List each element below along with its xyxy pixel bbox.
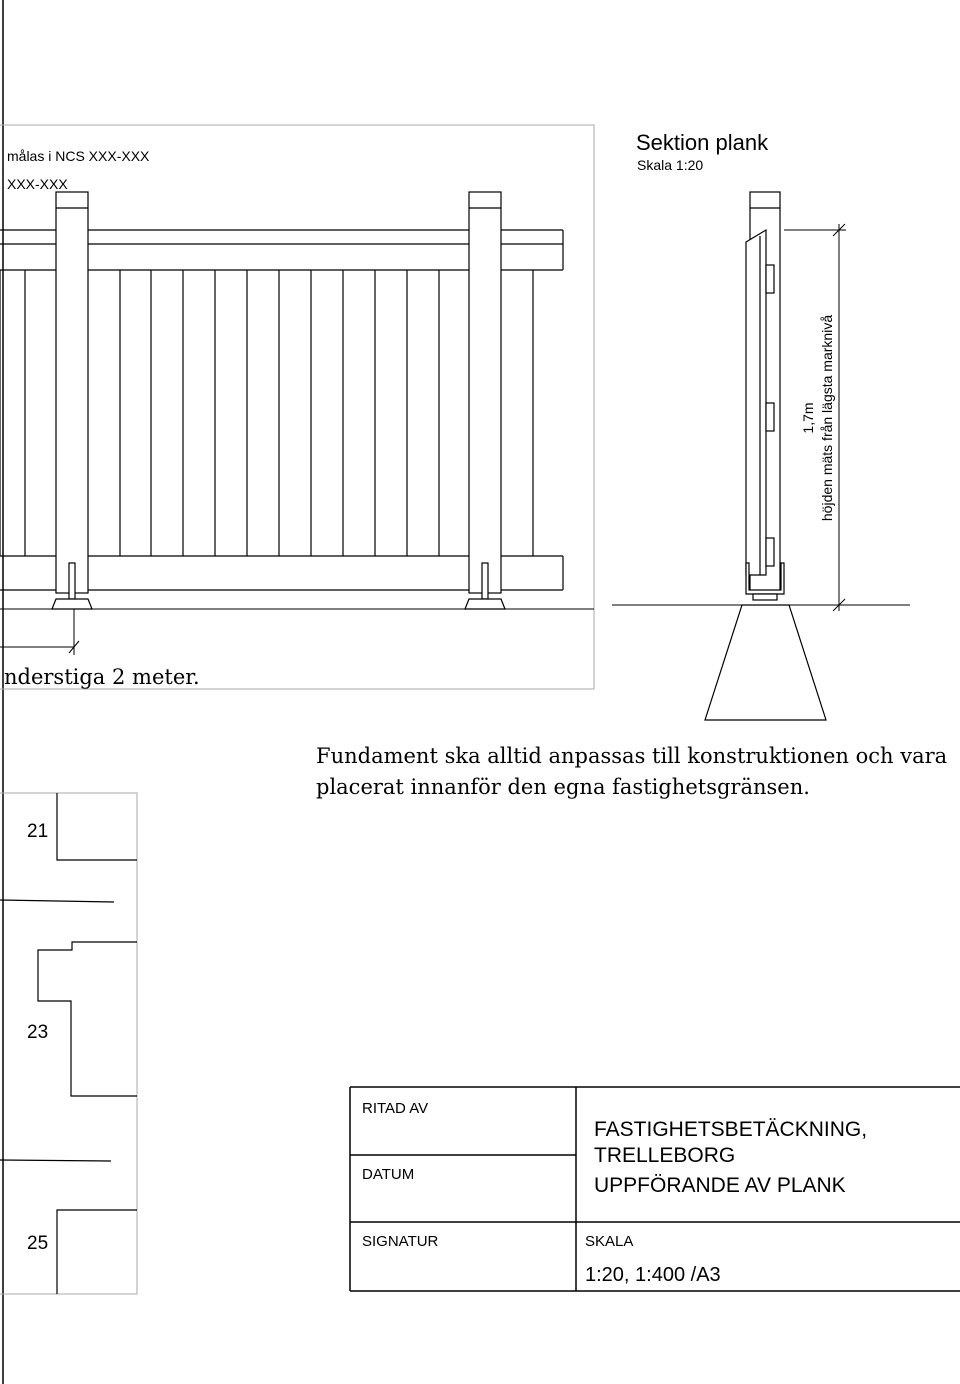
site-plan: [0, 793, 137, 1294]
plot-number-23: 23: [27, 1022, 49, 1043]
elevation-bottom-note: nderstiga 2 meter.: [4, 665, 200, 689]
elevation-note-line2: XXX-XXX: [7, 176, 68, 192]
height-note-label: höjden mäts från lägsta marknivå: [819, 314, 835, 522]
drawn-by-label: RITAD AV: [362, 1100, 429, 1117]
fence-section-view: [612, 130, 910, 720]
scale-label: SKALA: [585, 1233, 634, 1250]
site-plan-frame: [0, 793, 137, 1294]
foundation-block: [705, 605, 826, 720]
plot-number-25: 25: [27, 1233, 49, 1254]
property-line1: FASTIGHETSBETÄCKNING,: [594, 1118, 868, 1141]
project-title: UPPFÖRANDE AV PLANK: [594, 1174, 846, 1197]
elevation-note-line1: målas i NCS XXX-XXX: [7, 148, 150, 164]
property-line2: TRELLEBORG: [594, 1144, 736, 1167]
fence-post-right: [469, 192, 501, 593]
title-block: [350, 1087, 960, 1291]
property-lines: [0, 793, 137, 1294]
section-scale: Skala 1:20: [637, 157, 704, 173]
fence-post-left: [56, 192, 88, 593]
height-value-label: 1,7m: [800, 402, 816, 434]
foundation-note-line2: placerat innanför den egna fastighetsgränsen.: [316, 775, 810, 799]
foundation-note-line1: Fundament ska alltid anpassas till konstruktionen och vara: [316, 744, 948, 768]
section-title: Sektion plank: [636, 130, 769, 155]
signature-label: SIGNATUR: [362, 1233, 439, 1250]
fence-elevation-view: [0, 125, 594, 689]
scale-value: 1:20, 1:400 /A3: [585, 1264, 721, 1286]
section-fence-profile: [746, 192, 784, 600]
elevation-dimension: [0, 609, 79, 655]
date-label: DATUM: [362, 1166, 415, 1183]
plot-number-21: 21: [27, 821, 49, 842]
